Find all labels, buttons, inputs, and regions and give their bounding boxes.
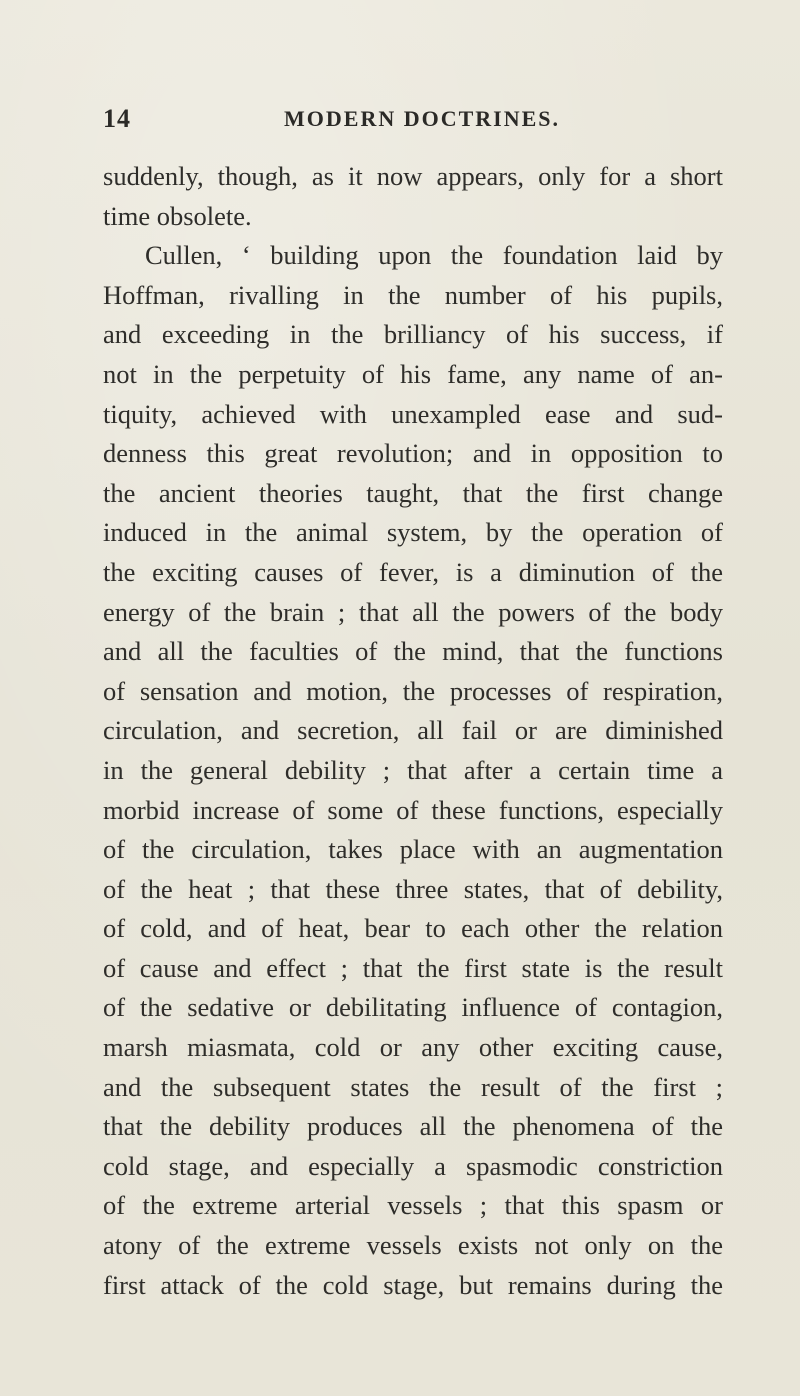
text-line: tiquity, achieved with unexampled ease and sud-	[103, 398, 723, 429]
text-line: and exceeding in the brilliancy of his success, if	[103, 319, 723, 350]
text-line: time obsolete.	[103, 200, 252, 231]
page-header	[103, 104, 723, 134]
text-line: of the circulation, takes place with an augmentation	[103, 834, 723, 865]
text-line: Hoffman, rivalling in the number of his pupils,	[103, 279, 723, 310]
text-line: that the debility produces all the phenomena of the	[103, 1111, 723, 1142]
text-line: induced in the animal system, by the operation of	[103, 517, 723, 548]
text-line: of the extreme arterial vessels ; that this spasm or	[103, 1190, 723, 1221]
text-line: atony of the extreme vessels exists not only on the	[103, 1230, 723, 1261]
body-text	[103, 157, 723, 1305]
text-line: of cold, and of heat, bear to each other the relation	[103, 913, 723, 944]
text-line: suddenly, though, as it now appears, only for a short	[103, 161, 723, 191]
page-number: 14	[103, 104, 131, 133]
text-line: energy of the brain ; that all the powers of the body	[103, 596, 723, 627]
text-line: and all the faculties of the mind, that the functions	[103, 636, 723, 667]
text-line: in the general debility ; that after a certain time a	[103, 754, 723, 785]
text-line: the ancient theories taught, that the first change	[103, 477, 723, 508]
text-line: Cullen, ‘ building upon the foundation laid by	[145, 240, 723, 271]
text-line: denness this great revolution; and in opposition to	[103, 438, 723, 469]
text-line: marsh miasmata, cold or any other exciting cause,	[103, 1032, 723, 1063]
text-line: first attack of the cold stage, but remains during the	[103, 1269, 723, 1300]
text-line: cold stage, and especially a spasmodic constriction	[103, 1150, 723, 1181]
text-line: morbid increase of some of these functions, especially	[103, 794, 723, 825]
text-line: and the subsequent states the result of the first ;	[103, 1071, 723, 1102]
text-line: of the sedative or debilitating influence of contagion,	[103, 992, 723, 1023]
text-line: of cause and effect ; that the first state is the result	[103, 952, 723, 983]
text-line: the exciting causes of fever, is a diminution of the	[103, 556, 723, 587]
running-head: MODERN DOCTRINES.	[284, 106, 561, 131]
text-line: of sensation and motion, the processes of respiration,	[103, 675, 723, 706]
text-line: of the heat ; that these three states, that of debility,	[103, 873, 723, 904]
text-line: circulation, and secretion, all fail or are diminished	[103, 715, 723, 746]
text-line: not in the perpetuity of his fame, any name of an-	[103, 358, 723, 389]
